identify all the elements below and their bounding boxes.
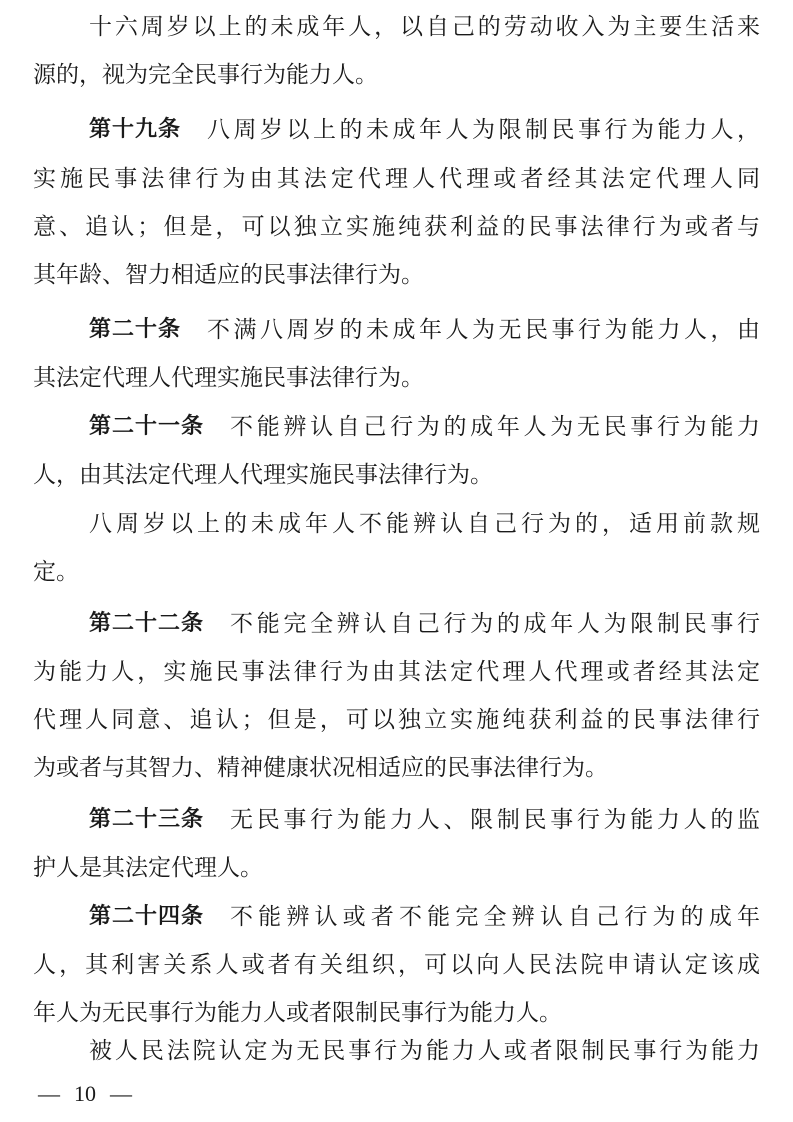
page-number: 10 bbox=[74, 1081, 96, 1106]
article-heading: 第二十条 bbox=[89, 317, 182, 342]
paragraph-line bbox=[89, 12, 760, 42]
article-heading: 第二十四条 bbox=[89, 904, 205, 929]
paragraph-line: 年人为无民事行为能力人或者限制民事行为能力人。 bbox=[33, 1000, 562, 1026]
paragraph-text: 不能完全辨认自己行为的成年人为限制民事行 bbox=[230, 611, 760, 637]
paragraph-line: 其年龄、智力相适应的民事法律行为。 bbox=[33, 262, 424, 288]
article-21-first-line bbox=[89, 412, 760, 442]
paragraph-line: 定。 bbox=[33, 559, 79, 585]
footer-dash-left: — bbox=[38, 1081, 60, 1106]
article-22-first-line bbox=[89, 609, 760, 639]
paragraph-line bbox=[89, 509, 760, 539]
paragraph-line: 源的，视为完全民事行为能力人。 bbox=[33, 62, 378, 88]
paragraph-line bbox=[89, 1036, 760, 1066]
paragraph-line: 护人是其法定代理人。 bbox=[33, 855, 263, 881]
page-footer bbox=[38, 1079, 132, 1109]
paragraph-line: 为能力人，实施民事法律行为由其法定代理人代理或者经其法定 bbox=[33, 659, 760, 685]
article-heading: 第二十二条 bbox=[89, 611, 205, 636]
paragraph-line: 人，由其法定代理人代理实施民事法律行为。 bbox=[33, 462, 493, 488]
paragraph-line: 为或者与其智力、精神健康状况相适应的民事法律行为。 bbox=[33, 755, 608, 781]
paragraph-text: 不满八周岁的未成年人为无民事行为能力人，由 bbox=[207, 317, 760, 343]
paragraph-line: 实施民事法律行为由其法定代理人代理或者经其法定代理人同 bbox=[33, 166, 760, 192]
paragraph-text: 不能辨认自己行为的成年人为无民事行为能力 bbox=[230, 414, 760, 440]
article-heading: 第二十三条 bbox=[89, 807, 205, 832]
paragraph-line: 代理人同意、追认；但是，可以独立实施纯获利益的民事法律行 bbox=[33, 707, 760, 733]
paragraph-text: 被人民法院认定为无民事行为能力人或者限制民事行为能力 bbox=[89, 1038, 760, 1064]
paragraph-text: 不能辨认或者不能完全辨认自己行为的成年 bbox=[230, 904, 760, 930]
footer-dash-right: — bbox=[110, 1081, 132, 1106]
paragraph-line: 意、追认；但是，可以独立实施纯获利益的民事法律行为或者与 bbox=[33, 214, 760, 240]
paragraph-text: 十六周岁以上的未成年人，以自己的劳动收入为主要生活来 bbox=[89, 14, 760, 40]
paragraph-line: 人，其利害关系人或者有关组织，可以向人民法院申请认定该成 bbox=[33, 952, 760, 978]
paragraph-text: 八周岁以上的未成年人不能辨认自己行为的，适用前款规 bbox=[89, 511, 760, 537]
paragraph-text: 无民事行为能力人、限制民事行为能力人的监 bbox=[230, 807, 760, 833]
article-heading: 第十九条 bbox=[89, 117, 182, 142]
paragraph-line: 其法定代理人代理实施民事法律行为。 bbox=[33, 365, 424, 391]
article-23-first-line bbox=[89, 805, 760, 835]
paragraph-text: 八周岁以上的未成年人为限制民事行为能力人， bbox=[207, 117, 760, 143]
article-heading: 第二十一条 bbox=[89, 414, 205, 439]
article-19-first-line bbox=[89, 115, 760, 145]
article-20-first-line bbox=[89, 315, 760, 345]
article-24-first-line bbox=[89, 902, 760, 932]
